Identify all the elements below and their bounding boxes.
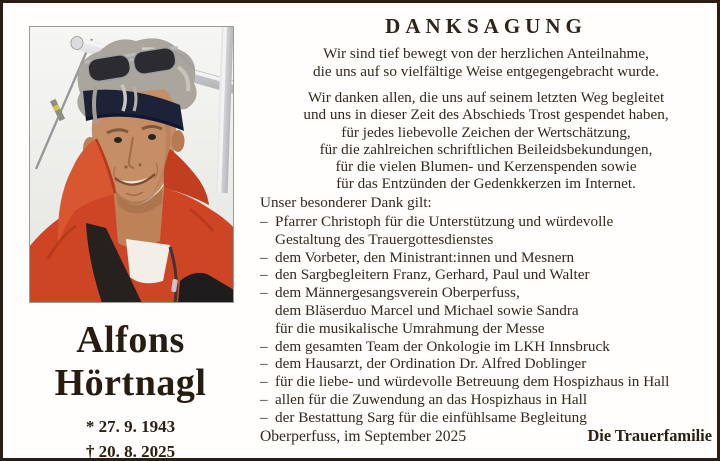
list-item	[260, 338, 712, 356]
list-item	[260, 355, 712, 373]
list-item	[260, 409, 712, 427]
closing-place: Oberperfuss, im September 2025	[260, 428, 467, 445]
closing-row	[260, 426, 712, 446]
special-thanks-list	[260, 213, 712, 427]
tshirt	[126, 239, 170, 283]
deceased-last-name: Hörtnagl	[54, 362, 207, 404]
item-dash: –	[260, 408, 268, 426]
right-ear	[172, 130, 185, 152]
intro-line: die uns auf so vielfältige Weise entgegengebracht wurde.	[313, 62, 659, 80]
notice-title: DANKSAGUNG	[385, 14, 587, 38]
item-dash: –	[260, 248, 268, 266]
birth-date: * 27. 9. 1943	[85, 417, 176, 436]
item-dash: –	[260, 390, 268, 408]
list-item	[260, 391, 712, 409]
item-line: für die liebe- und würdevolle Betreuung dem Hospizhaus in Hall	[275, 373, 670, 391]
thanks-line: für jedes liebevolle Zeichen der Wertschätzung,	[341, 123, 631, 141]
notice-text-column	[260, 3, 712, 458]
item-line: dem gesamten Team der Onkologie im LKH Innsbruck	[275, 337, 610, 355]
item-dash: –	[260, 337, 268, 355]
thanks-paragraph	[260, 89, 712, 193]
item-line: allen für die Zuwendung an das Hospizhaus in Hall	[275, 390, 588, 408]
item-dash: –	[260, 355, 268, 373]
deceased-first-name: Alfons	[76, 319, 185, 361]
portrait-illustration	[30, 27, 233, 302]
intro-paragraph	[260, 45, 712, 80]
thanks-line: für das Entzünden der Gedenkkerzen im Internet.	[336, 175, 636, 193]
item-line: für die musikalische Umrahmung der Messe	[275, 319, 545, 337]
item-dash: –	[260, 266, 268, 284]
deceased-name-block	[17, 319, 244, 461]
item-line: den Sargbegleitern Franz, Gerhard, Paul und Walter	[275, 266, 590, 284]
life-dates	[17, 414, 244, 461]
item-line: dem Vorbeter, den Ministrant:innen und Mesnern	[275, 248, 575, 266]
closing-signature: Die Trauerfamilie	[587, 426, 712, 445]
item-line: Gestaltung des Trauergottesdienstes	[275, 230, 494, 248]
item-line: dem Bläserduo Marcel und Michael sowie Sandra	[275, 301, 579, 319]
death-date: † 20. 8. 2025	[85, 442, 176, 461]
thanks-line: und uns in dieser Zeit des Abschieds Trost gespendet haben,	[303, 106, 669, 124]
intro-line: Wir sind tief bewegt von der herzlichen Anteilnahme,	[323, 45, 649, 62]
list-item	[260, 249, 712, 267]
list-item	[260, 373, 712, 391]
item-line: dem Hausarzt, der Ordination Dr. Alfred Doblinger	[275, 355, 587, 373]
thanks-line: Wir danken allen, die uns auf seinem letzten Weg begleitet	[307, 89, 665, 106]
special-thanks-heading: Unser besonderer Dank gilt:	[260, 194, 432, 211]
item-line: der Bestattung Sarg für die einfühlsame Begleitung	[275, 408, 587, 426]
thanks-line: für die vielen Blumen- und Kerzenspenden sowie	[335, 158, 637, 176]
list-item	[260, 266, 712, 284]
item-line: dem Männergesangsverein Oberperfuss,	[275, 284, 520, 302]
list-item	[260, 284, 712, 337]
portrait-photo	[29, 26, 234, 303]
thanks-line: für die zahlreichen schriftlichen Beileidsbekundungen,	[319, 140, 653, 158]
item-dash: –	[260, 213, 268, 230]
item-dash: –	[260, 284, 268, 302]
list-item	[260, 213, 712, 249]
item-line: Pfarrer Christoph für die Unterstützung und würdevolle	[275, 213, 614, 230]
item-dash: –	[260, 373, 268, 391]
